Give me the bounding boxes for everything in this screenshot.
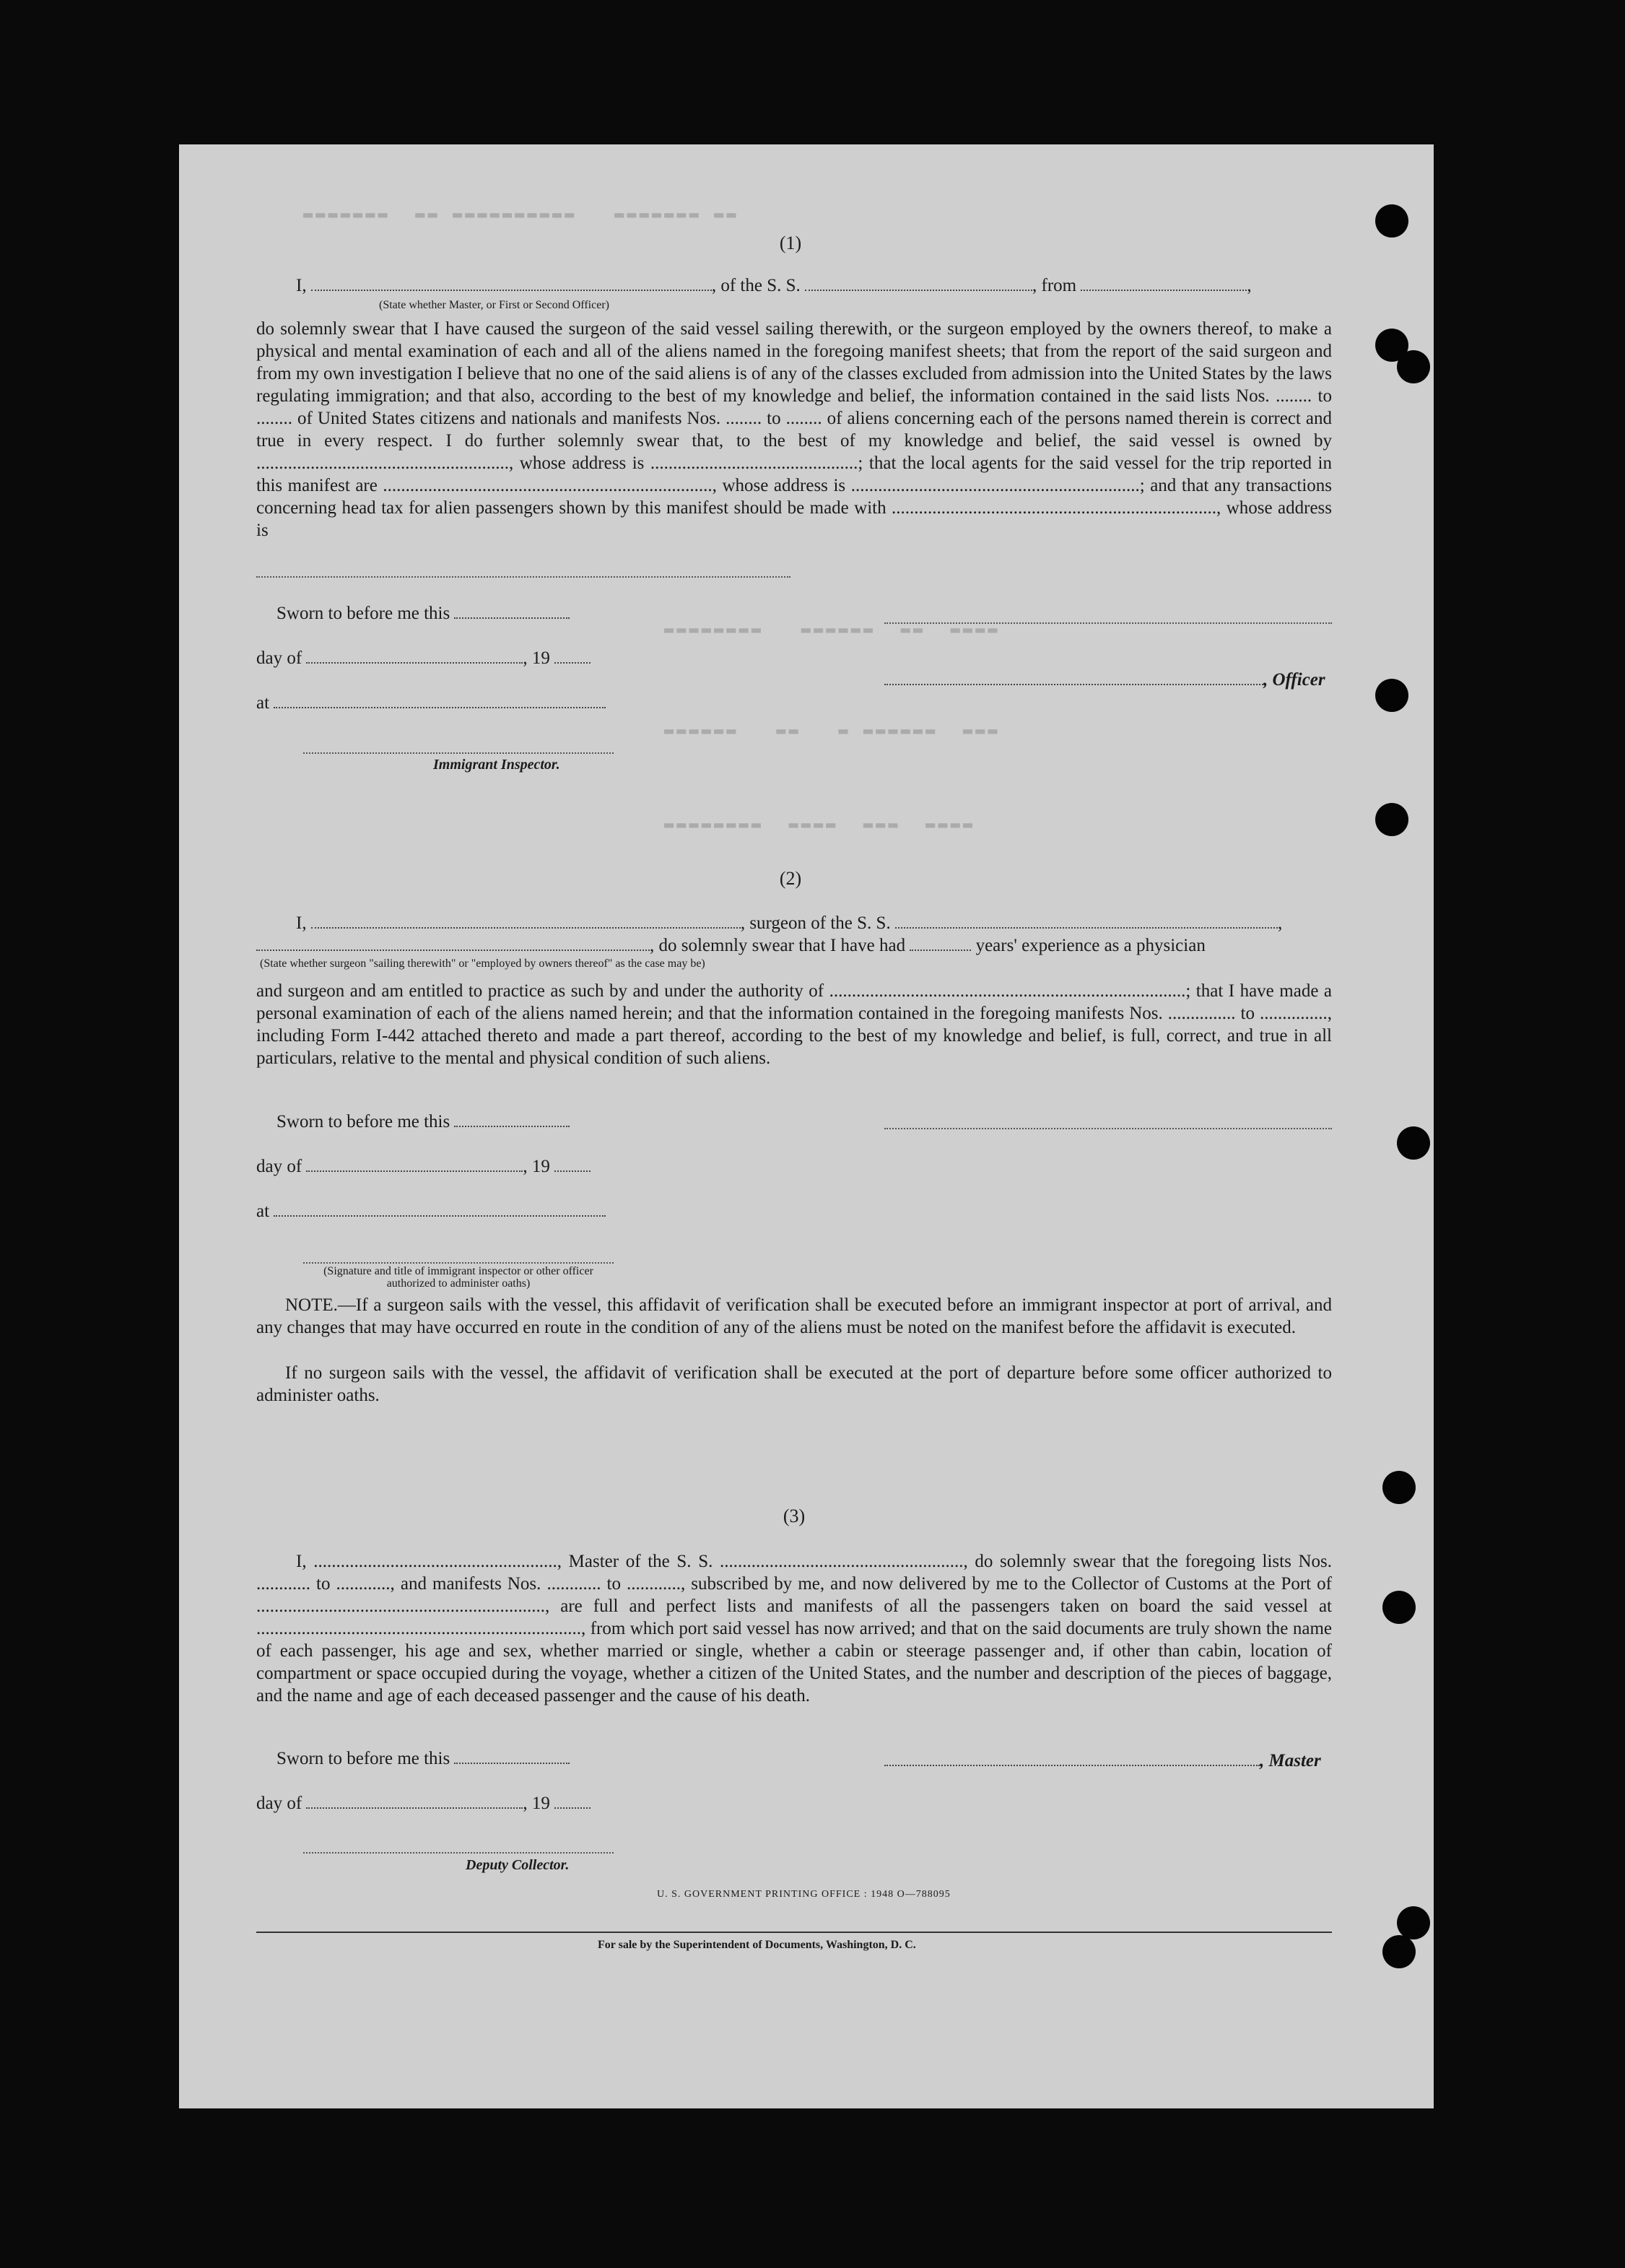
- officer-signature-line: [303, 1262, 614, 1264]
- sec1-oath-text: do solemnly swear that I have caused the surgeon of the said vessel sailing therewith, or the surgeon employed by the owners thereof, to make a physical and mental examination of each and all of the aliens named in the foregoing manifest sheets; that from the report of the said surgeon and from my own investigation I believe that no one of the said aliens is of any of the classes excluded from admission into the United States by the laws regulating immigration; and that also, according to the best of my knowledge and belief, the information contained in the said lists Nos. ........ to ........ of United States citizens and nationals and manifests Nos. ........ to ........ of aliens concerning each of the persons named therein is correct and true in every respect. I do further solemnly swear that, to the best of my knowledge and belief, the said vessel is owned by ........................................................, whose address is ..............................................; that the local agents for the said vessel for the trip reported in this manifest are ........................................................................., whose address is ................................................................; and that any transactions concerning head tax for alien passengers shown by this manifest should be made with ........................................................................, whose address is: [256, 319, 1332, 540]
- at-line: at: [256, 693, 606, 713]
- section-2-heading: (2): [779, 868, 802, 889]
- gpo-imprint: U. S. GOVERNMENT PRINTING OFFICE : 1948 O—788095: [657, 1889, 951, 1900]
- inspector-signature-line: [303, 752, 614, 754]
- master-line: , Master: [884, 1751, 1321, 1771]
- sworn-line: Sworn to before me this: [276, 604, 570, 624]
- note-no-surgeon: If no surgeon sails with the vessel, the affidavit of verification shall be executed at the port of departure before some officer authorized to administer oaths.: [256, 1363, 1332, 1405]
- officer-line: , Officer: [884, 670, 1325, 690]
- at-line: at: [256, 1202, 606, 1222]
- binder-hole: [1382, 1471, 1416, 1504]
- sworn-line: Sworn to before me this: [276, 1749, 570, 1769]
- bleed-through: ▬▬▬▬▬▬▬▬ ▬▬▬▬ ▬▬▬ ▬▬▬▬: [664, 816, 976, 834]
- binder-hole: [1375, 679, 1408, 712]
- note-verification: NOTE.—If a surgeon sails with the vessel, this affidavit of verification shall be executed before an immigrant inspector at port of arrival, and any changes that may have occurred en route in the condition of any of the aliens must be noted on the manifest before the affidavit is executed.: [256, 1295, 1332, 1337]
- sworn-line: Sworn to before me this: [276, 1112, 570, 1132]
- sale-notice: For sale by the Superintendent of Documents, Washington, D. C.: [598, 1939, 916, 1951]
- footer-rule: [256, 1932, 1332, 1933]
- sec2-second-line: , do solemnly swear that I have had years' experience as a physician: [256, 936, 1206, 956]
- day-of-line: day of , 19: [256, 1794, 591, 1814]
- binder-hole: [1397, 1126, 1430, 1160]
- binder-hole: [1382, 1591, 1416, 1624]
- bleed-through: ▬▬▬▬▬▬▬▬ ▬▬▬▬▬▬ ▬▬ ▬▬▬▬: [664, 621, 1001, 639]
- binder-hole: [1382, 1935, 1416, 1968]
- officer-caption: (State whether Master, or First or Second Officer): [379, 299, 609, 311]
- sec2-first-line: I, , surgeon of the S. S. ,: [296, 913, 1283, 933]
- day-of-line: day of , 19: [256, 648, 591, 669]
- binder-hole: [1397, 350, 1430, 383]
- binder-hole: [1375, 803, 1408, 836]
- bleed-through: ▬▬▬▬▬▬ ▬▬ ▬ ▬▬▬▬▬▬ ▬▬▬: [664, 722, 1001, 740]
- sec3-oath-text: I, ......................................................, Master of the S. S. ......................................................, do solemnly swear that the foregoing lists Nos. ............ to ............, and manifests Nos. ............ to ............, subscribed by me, and now delivered by me to the Collector of Customs at the Port of ................................................................, are full and perfect lists and manifests of all the passengers taken on board the said vessel at ........................................................................, from which port said vessel has now arrived; and that on the said documents are truly shown the name of each passenger, his age and sex, whether married or single, whether a cabin or steerage passenger and, if other than cabin, location of compartment or space occupied during the voyage, whether a citizen of the United States, and the number and description of the pieces of baggage, and the name and age of each deceased passenger and the cause of his death.: [256, 1552, 1332, 1706]
- binder-hole: [1375, 204, 1408, 238]
- section-3-heading: (3): [783, 1506, 806, 1526]
- collector-signature-line: [303, 1852, 614, 1854]
- surgeon-signature-line: [884, 1128, 1332, 1129]
- section-1-heading: (1): [779, 233, 802, 253]
- sec2-oath-text: and surgeon and am entitled to practice as such by and under the authority of ...............................................................................; that I have made a personal examination of each of the aliens named herein; and that the information contained in the foregoing manifests Nos. ............... to ..............., including Form I-442 attached thereto and made a part thereof, according to the best of my knowledge and belief, is full, correct, and true in all particulars, relative to the mental and physical condition of such aliens.: [256, 981, 1332, 1068]
- immigrant-inspector-label: Immigrant Inspector.: [433, 757, 560, 773]
- binder-hole: [1397, 1906, 1430, 1939]
- deputy-collector-label: Deputy Collector.: [466, 1857, 570, 1873]
- signature-line: [884, 622, 1332, 624]
- address-line: [256, 576, 790, 578]
- day-of-line: day of , 19: [256, 1157, 591, 1177]
- sec1-first-line: I, , of the S. S. , from ,: [296, 276, 1252, 295]
- surgeon-caption: (State whether surgeon "sailing therewith" or "employed by owners thereof" as the case may be): [260, 957, 705, 970]
- bleed-through: ▬▬▬▬▬▬▬ ▬▬ ▬▬▬▬▬▬▬▬▬▬ ▬▬▬▬▬▬▬ ▬▬: [303, 206, 739, 224]
- signature-title-caption: (Signature and title of immigrant inspector or other officer authorized to administer oaths): [323, 1265, 593, 1290]
